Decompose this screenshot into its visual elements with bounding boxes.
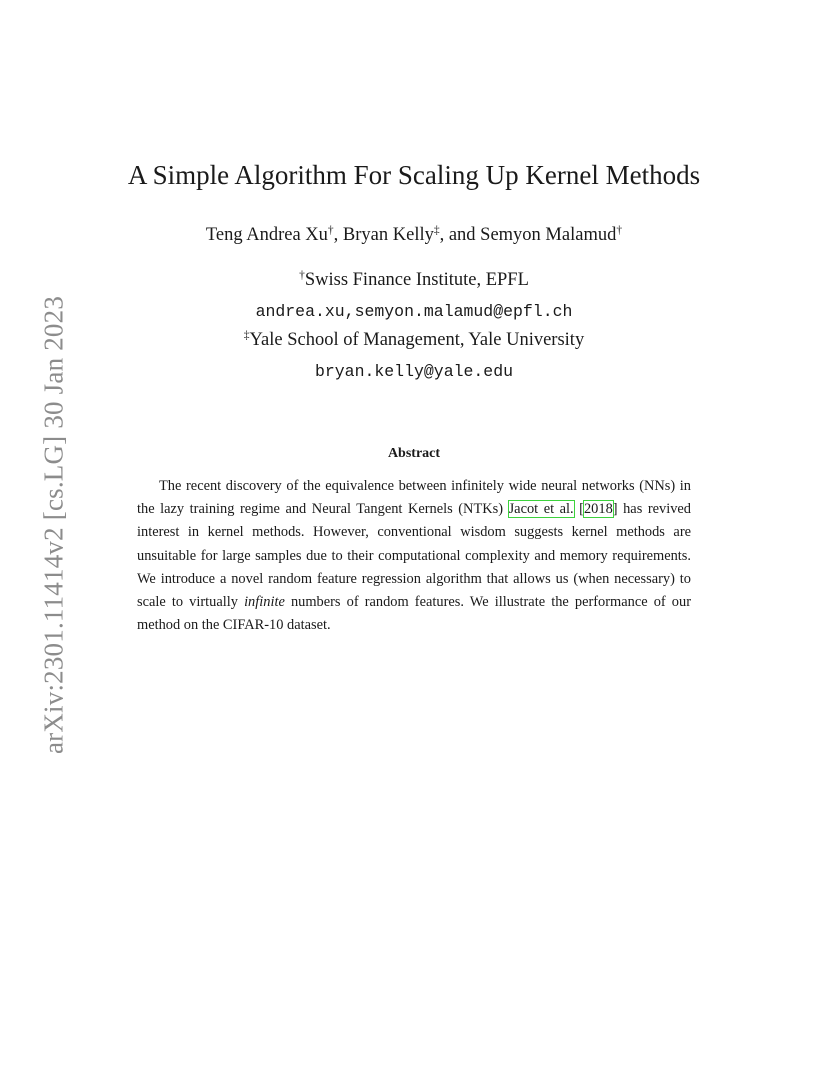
arxiv-identifier: arXiv:2301.11414v2 [cs.LG] 30 Jan 2023: [38, 295, 69, 755]
affiliation-name: Yale School of Management, Yale University: [249, 330, 585, 350]
abstract-text-segment: [: [573, 501, 584, 518]
author-name: Semyon Malamud: [480, 225, 617, 245]
affiliation: [0, 270, 828, 291]
citation-link[interactable]: 2018: [583, 501, 613, 518]
abstract-heading: Abstract: [387, 446, 441, 461]
author-email[interactable]: andrea.xu,semyon.malamud@epfl.ch: [255, 302, 573, 321]
citation-link[interactable]: Jacot et al.: [508, 501, 574, 518]
affiliation-mark: †: [327, 224, 334, 237]
abstract-text: [137, 475, 691, 637]
author-name: Teng Andrea Xu: [205, 225, 328, 245]
affiliation-mark: †: [616, 224, 623, 237]
emphasized-word: infinite: [244, 594, 285, 611]
author-separator: ,: [333, 225, 343, 245]
affiliation: [0, 330, 828, 351]
affiliation-mark: ‡: [243, 329, 250, 342]
author-separator: , and: [439, 225, 481, 245]
author-email[interactable]: bryan.kelly@yale.edu: [314, 362, 514, 381]
affiliation-mark: ‡: [433, 224, 440, 237]
author-list: [0, 225, 828, 246]
author-name: Bryan Kelly: [342, 225, 434, 245]
abstract-text-segment: numbers of random features. We illustrate the performance of our method on the CIFAR-10 dataset.: [137, 594, 691, 634]
affiliation-name: Swiss Finance Institute, EPFL: [304, 270, 529, 290]
affiliation-mark: †: [299, 269, 305, 282]
abstract-text-segment: The recent discovery of the equivalence between infinitely wide neural networks (NNs) in the lazy training regime and Neural Tangent Kernels (NTKs): [137, 478, 691, 518]
abstract-text-segment: ] has revived interest in kernel methods. However, conventional wisdom suggests kernel methods are unsuitable for large samples due to their computational complexity and memory requirements. We introduce a novel random feature regression algorithm that allows us (when necessary) to scale to virtually: [137, 501, 691, 611]
paper-title: A Simple Algorithm For Scaling Up Kernel Methods: [127, 160, 701, 190]
